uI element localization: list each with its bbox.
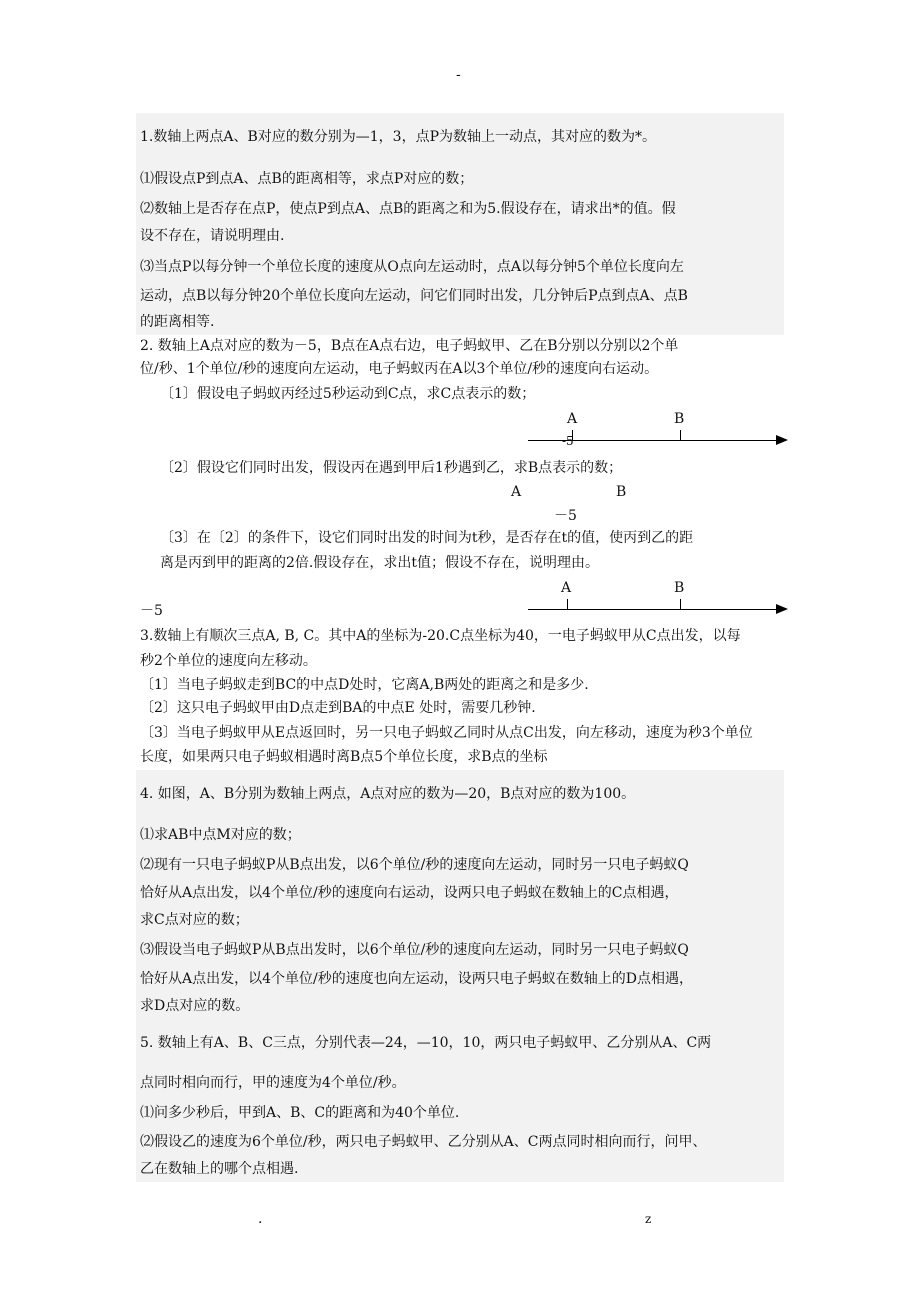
axis3-line — [528, 609, 778, 610]
q3-part3-line2: 长度，如果两只电子蚂蚁相遇时离B点5个单位长度，求B点的坐标 — [140, 749, 548, 765]
header-mark: - — [456, 67, 461, 83]
q4-stem: 4. 如图，A、B分别为数轴上两点，A点对应的数为—20，B点对应的数为100。 — [140, 786, 636, 802]
q1-part2-line2: 设不存在，请说明理由. — [140, 228, 285, 244]
q1-part3-line2: 运动，点B以每分钟20个单位长度向左运动，问它们同时出发，几分钟后P点到点A、点B — [140, 288, 688, 304]
q2-stem-line1: 2. 数轴上A点对应的数为－5，B点在A点右边，电子蚂蚁甲、乙在B分别以分别以2个单 — [140, 338, 679, 354]
q4-part1: ⑴求AB中点M对应的数； — [140, 827, 301, 843]
footer-right-mark: z — [645, 1212, 652, 1226]
q4-part3-line2: 恰好从A点出发，以4个单位/秒的速度也向左运动，设两只电子蚂蚁在数轴上的D点相遇， — [140, 971, 693, 987]
q5-stem-line2: 点同时相向而行，甲的速度为4个单位/秒。 — [140, 1075, 406, 1091]
q1-part1: ⑴假设点P到点A、点B的距离相等，求点P对应的数； — [140, 171, 474, 187]
q3-part1: 〔1〕当电子蚂蚁走到BC的中点D处时，它离A,B两处的距离之和是多少. — [140, 677, 589, 693]
q4-part3-line1: ⑶假设当电子蚂蚁P从B点出发时，以6个单位/秒的速度向左运动，同时另一只电子蚂蚁Q — [140, 942, 689, 958]
q4-part3-line3: 求D点对应的数。 — [140, 998, 250, 1014]
q2-part1: 〔1〕假设电子蚂蚁丙经过5秒运动到C点，求C点表示的数； — [160, 386, 536, 402]
axis3-tick-b — [680, 599, 681, 609]
fig2-label-b: B — [616, 484, 627, 500]
axis1-label-b: B — [674, 411, 685, 427]
axis3-tick-a — [567, 599, 568, 609]
q3-stem-line2: 秒2个单位的速度向左移动。 — [140, 653, 317, 669]
q1-stem: 1.数轴上两点A、B对应的数分别为—1，3，点P为数轴上一动点，其对应的数为*。 — [140, 129, 656, 145]
q5-part1: ⑴问多少秒后，甲到A、B、C的距离和为40个单位. — [140, 1105, 460, 1121]
q1-part2-line1: ⑵数轴上是否存在点P，使点P到点A、点B的距离之和为5.假设存在，请求出*的值。假 — [140, 201, 676, 217]
axis1-label-a: A — [567, 411, 578, 427]
q1-part3-line3: 的距离相等. — [140, 314, 215, 330]
q2-stem-line2: 位/秒、1个单位/秒的速度向左运动，电子蚂蚁丙在A以3个单位/秒的速度向右运动。 — [140, 361, 659, 377]
axis3-label-b: B — [674, 580, 685, 596]
fig2-label-a: A — [511, 484, 522, 500]
q5-part2-line2: 乙在数轴上的哪个点相遇. — [140, 1161, 299, 1177]
axis3-label-a: A — [561, 580, 572, 596]
axis3-arrow-icon — [776, 604, 788, 614]
fig2-value-a: －5 — [554, 508, 577, 524]
axis1-tick-b — [680, 430, 681, 440]
q5-stem-line1: 5. 数轴上有A、B、C三点，分别代表—24，—10，10，两只电子蚂蚁甲、乙分别从A、C两 — [140, 1035, 712, 1051]
q3-part2: 〔2〕这只电子蚂蚁甲由D点走到BA的中点E 处时，需要几秒钟. — [140, 700, 536, 716]
q2-part3-line1: 〔3〕在〔2〕的条件下，设它们同时出发的时间为t秒，是否存在t的值，使丙到乙的距 — [160, 530, 694, 546]
q4-part2-line2: 恰好从A点出发，以4个单位/秒的速度向右运动，设两只电子蚂蚁在数轴上的C点相遇， — [140, 885, 679, 901]
axis3-value-a: －5 — [140, 603, 163, 619]
q2-part3-line2: 离是丙到甲的距离的2倍.假设存在，求出t值；假设不存在，说明理由。 — [160, 555, 599, 571]
q5-part2-line1: ⑵假设乙的速度为6个单位/秒，两只电子蚂蚁甲、乙分别从A、C两点同时相向而行，问甲、 — [140, 1134, 707, 1150]
footer-left-mark: . — [258, 1211, 263, 1227]
q4-part2-line1: ⑵现有一只电子蚂蚁P从B点出发，以6个单位/秒的速度向左运动，同时另一只电子蚂蚁Q — [140, 857, 689, 873]
q3-stem-line1: 3.数轴上有顺次三点A, B, C。其中A的坐标为-20.C点坐标为40，一电子蚂蚁甲从C点出发，以每 — [140, 628, 741, 644]
axis1-value-a: -5 — [562, 434, 574, 448]
axis1-arrow-icon — [776, 435, 788, 445]
q1-part3-line1: ⑶当点P以每分钟一个单位长度的速度从O点向左运动时，点A以每分钟5个单位长度向左 — [140, 259, 684, 275]
q3-part3-line1: 〔3〕当电子蚂蚁甲从E点返回时，另一只电子蚂蚁乙同时从点C出发，向左移动，速度为秒3个单位 — [140, 725, 753, 741]
q2-part2: 〔2〕假设它们同时出发，假设丙在遇到甲后1秒遇到乙，求B点表示的数； — [160, 460, 623, 476]
q4-part2-line3: 求C点对应的数； — [140, 912, 249, 928]
